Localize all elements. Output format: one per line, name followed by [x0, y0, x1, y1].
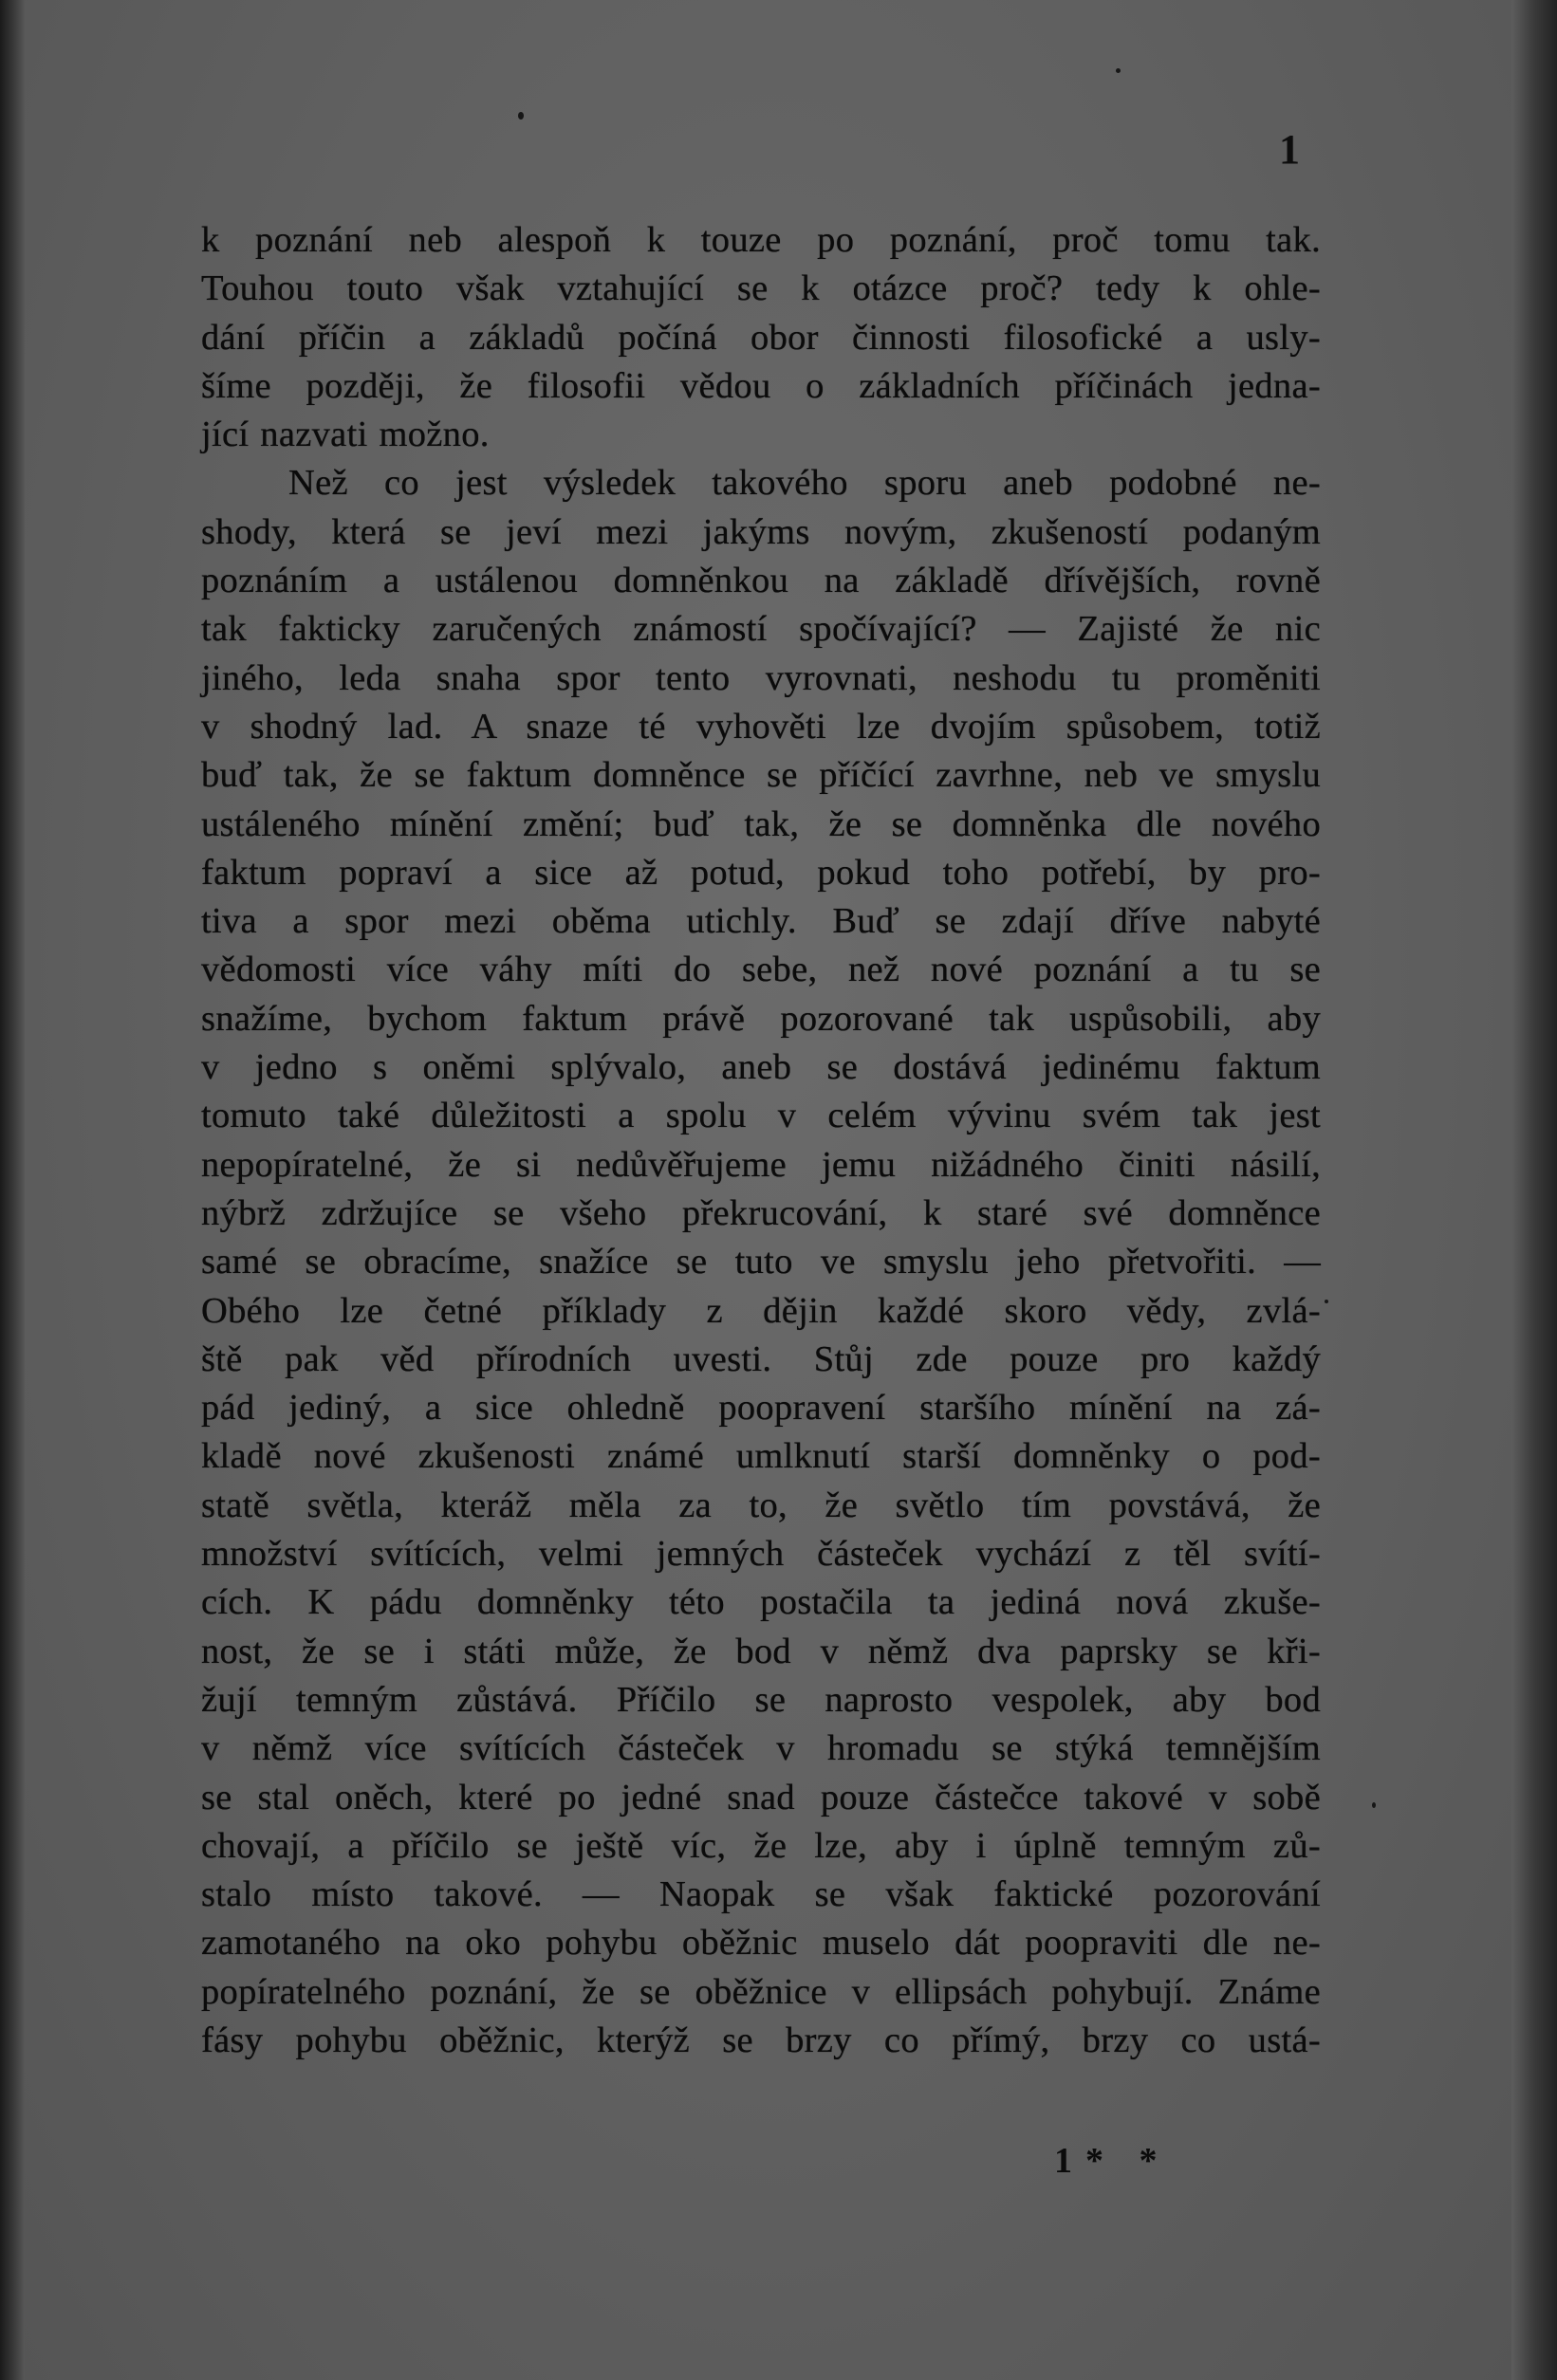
text-line: poznáním a ustálenou domněnkou na základě dřívějších, rovně: [201, 561, 1321, 601]
text-line: šíme později, že filosofii vědou o základních příčinách jedna-: [201, 365, 1321, 406]
text-line: snažíme, bychom faktum právě pozorované tak uspůsobili, aby: [201, 998, 1321, 1039]
text-line: vědomosti více váhy míti do sebe, než nové poznání a tu se: [201, 950, 1321, 990]
text-line: v němž více svítících částeček v hromadu se stýká temnějším: [201, 1728, 1321, 1769]
text-line: zamotaného na oko pohybu oběžnic muselo dát poopraviti dle ne-: [201, 1923, 1321, 1964]
dust-speck: [1325, 1300, 1328, 1303]
dust-speck: [518, 112, 524, 120]
text-line: pád jediný, a sice ohledně poopravení staršího mínění na zá-: [201, 1388, 1321, 1429]
text-line: shody, která se jeví mezi jakýms novým, zkušeností podaným: [201, 511, 1321, 552]
text-line: tomuto také důležitosti a spolu v celém vývinu svém tak jest: [201, 1096, 1321, 1136]
text-line: Než co jest výsledek takového sporu aneb podobné ne-: [288, 463, 1321, 504]
text-line: cích. K pádu domněnky této postačila ta jediná nová zkuše-: [201, 1582, 1321, 1623]
text-line: tak fakticky zaručených známostí spočívající? — Zajisté že nic: [201, 609, 1321, 650]
text-line: samé se obracíme, snažíce se tuto ve smyslu jeho přetvořiti. —: [201, 1242, 1321, 1282]
text-line: stalo místo takové. — Naopak se však faktické pozorování: [201, 1874, 1321, 1915]
book-page: [25, 0, 1511, 2380]
body-text: [201, 216, 1321, 2065]
text-line: Touhou touto však vztahující se k otázce proč? tedy k ohle-: [201, 268, 1321, 309]
text-line: nost, že se i státi může, že bod v němž dva paprsky se kři-: [201, 1631, 1321, 1671]
text-line: nýbrž zdržujíce se všeho překrucování, k staré své domněnce: [201, 1192, 1321, 1233]
text-line: Obého lze četné příklady z dějin každé skoro vědy, zvlá-: [201, 1290, 1321, 1331]
dust-speck: [1372, 1802, 1376, 1808]
text-line: statě světla, kteráž měla za to, že světlo tím povstává, že: [201, 1485, 1321, 1525]
text-line: buď tak, že se faktum domněnce se příčící zavrhne, neb ve smyslu: [201, 755, 1321, 796]
text-line: dání příčin a základů počíná obor činnosti filosofické a usly-: [201, 317, 1321, 358]
text-line: popíratelného poznání, že se oběžnice v ellipsách pohybují. Známe: [201, 1971, 1321, 2012]
dust-speck: [1116, 68, 1121, 73]
text-line: ště pak věd přírodních uvesti. Stůj zde pouze pro každý: [201, 1338, 1321, 1379]
text-line: se stal oněch, které po jedné snad pouze částečce takové v sobě: [201, 1777, 1321, 1817]
scan-left-edge: [0, 0, 25, 2380]
text-line: faktum popraví a sice až potud, pokud toho potřebí, by pro-: [201, 852, 1321, 893]
text-line: v shodný lad. A snaze té vyhověti lze dvojím spůsobem, totiž: [201, 706, 1321, 747]
text-line: nepopíratelné, že si nedůvěřujeme jemu nižádného činiti násilí,: [201, 1144, 1321, 1185]
page-number: 1: [1279, 126, 1300, 173]
text-line: fásy pohybu oběžnic, kterýž se brzy co přímý, brzy co ustá-: [201, 2020, 1321, 2060]
text-line: v jedno s oněmi splývalo, aneb se dostává jedinému faktum: [201, 1047, 1321, 1088]
text-line: kladě nové zkušenosti známé umlknutí starší domněnky o pod-: [201, 1436, 1321, 1477]
text-line: chovají, a příčilo se ještě víc, že lze, aby i úplně temným zů-: [201, 1825, 1321, 1866]
text-line: jící nazvati možno.: [201, 415, 490, 455]
text-line: jiného, leda snaha spor tento vyrovnati, neshodu tu proměniti: [201, 657, 1321, 698]
text-line: k poznání neb alespoň k touze po poznání, proč tomu tak.: [201, 220, 1321, 260]
text-line: žují temným zůstává. Příčilo se naprosto vespolek, aby bod: [201, 1679, 1321, 1720]
scan-right-edge: [1511, 0, 1557, 2380]
text-line: ustáleného mínění změní; buď tak, že se domněnka dle nového: [201, 803, 1321, 844]
text-line: tiva a spor mezi oběma utichly. Buď se zdají dříve nabyté: [201, 901, 1321, 942]
signature-mark: 1* *: [1054, 2141, 1171, 2181]
text-line: množství svítících, velmi jemných částeček vychází z těl svítí-: [201, 1534, 1321, 1575]
